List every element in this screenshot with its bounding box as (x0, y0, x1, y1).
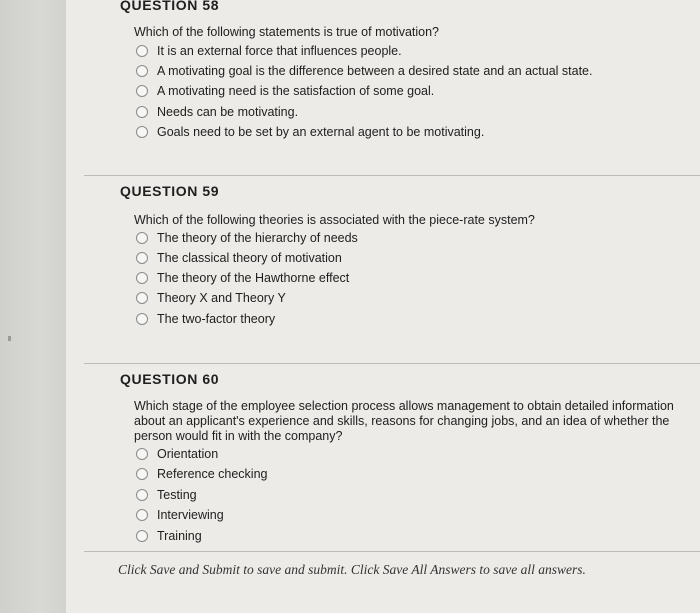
radio-button[interactable] (136, 85, 148, 97)
option-label: It is an external force that influences people. (157, 44, 402, 58)
option-row[interactable] (136, 464, 267, 484)
section-divider (84, 363, 700, 364)
option-label: The classical theory of motivation (157, 251, 342, 265)
radio-button[interactable] (136, 509, 148, 521)
radio-button[interactable] (136, 45, 148, 57)
radio-button[interactable] (136, 448, 148, 460)
radio-button[interactable] (136, 272, 148, 284)
option-label: Needs can be motivating. (157, 105, 299, 119)
option-label: Interviewing (157, 508, 224, 522)
question-header: QUESTION 59 (120, 183, 220, 199)
option-label: The two-factor theory (157, 312, 276, 326)
option-row[interactable] (136, 505, 224, 525)
save-instructions: Click Save and Submit to save and submit. Click Save All Answers to save all answers. (118, 562, 586, 577)
radio-button[interactable] (136, 530, 148, 542)
option-label: A motivating need is the satisfaction of some goal. (157, 84, 435, 98)
option-row[interactable] (136, 228, 358, 248)
option-label: The theory of the Hawthorne effect (157, 271, 350, 285)
option-row[interactable] (136, 102, 298, 122)
radio-button[interactable] (136, 232, 148, 244)
radio-button[interactable] (136, 65, 148, 77)
left-margin-strip (0, 0, 66, 613)
question-header: QUESTION 58 (120, 0, 220, 13)
question-text: Which of the following statements is true of motivation? (134, 25, 440, 39)
option-row[interactable] (136, 41, 402, 61)
option-row[interactable] (136, 248, 342, 268)
option-row[interactable] (136, 122, 484, 142)
option-row[interactable] (136, 309, 275, 329)
radio-button[interactable] (136, 292, 148, 304)
option-label: Orientation (157, 447, 219, 461)
option-label: Reference checking (157, 467, 268, 481)
section-divider (84, 551, 700, 552)
quiz-content (66, 0, 700, 613)
option-label: Testing (157, 488, 197, 502)
option-label: The theory of the hierarchy of needs (157, 231, 358, 245)
margin-marker (8, 336, 11, 341)
option-row[interactable] (136, 288, 286, 308)
radio-button[interactable] (136, 106, 148, 118)
option-row[interactable] (136, 444, 218, 464)
option-row[interactable] (136, 485, 197, 505)
option-row[interactable] (136, 526, 202, 546)
radio-button[interactable] (136, 126, 148, 138)
radio-button[interactable] (136, 468, 148, 480)
option-label: Goals need to be set by an external agent to be motivating. (157, 125, 485, 139)
question-text: Which of the following theories is associated with the piece-rate system? (134, 213, 535, 227)
radio-button[interactable] (136, 252, 148, 264)
radio-button[interactable] (136, 489, 148, 501)
option-label: Training (157, 529, 202, 543)
option-row[interactable] (136, 81, 434, 101)
radio-button[interactable] (136, 313, 148, 325)
question-header: QUESTION 60 (120, 371, 220, 387)
question-text: Which stage of the employee selection process allows management to obtain detailed information about an applicant's experience and skills, reasons for changing jobs, and an idea of whether the person would fit in with the company? (134, 399, 674, 443)
option-row[interactable] (136, 61, 592, 81)
option-label: A motivating goal is the difference between a desired state and an actual state. (157, 64, 593, 78)
section-divider (84, 175, 700, 176)
option-label: Theory X and Theory Y (157, 291, 286, 305)
option-row[interactable] (136, 268, 349, 288)
